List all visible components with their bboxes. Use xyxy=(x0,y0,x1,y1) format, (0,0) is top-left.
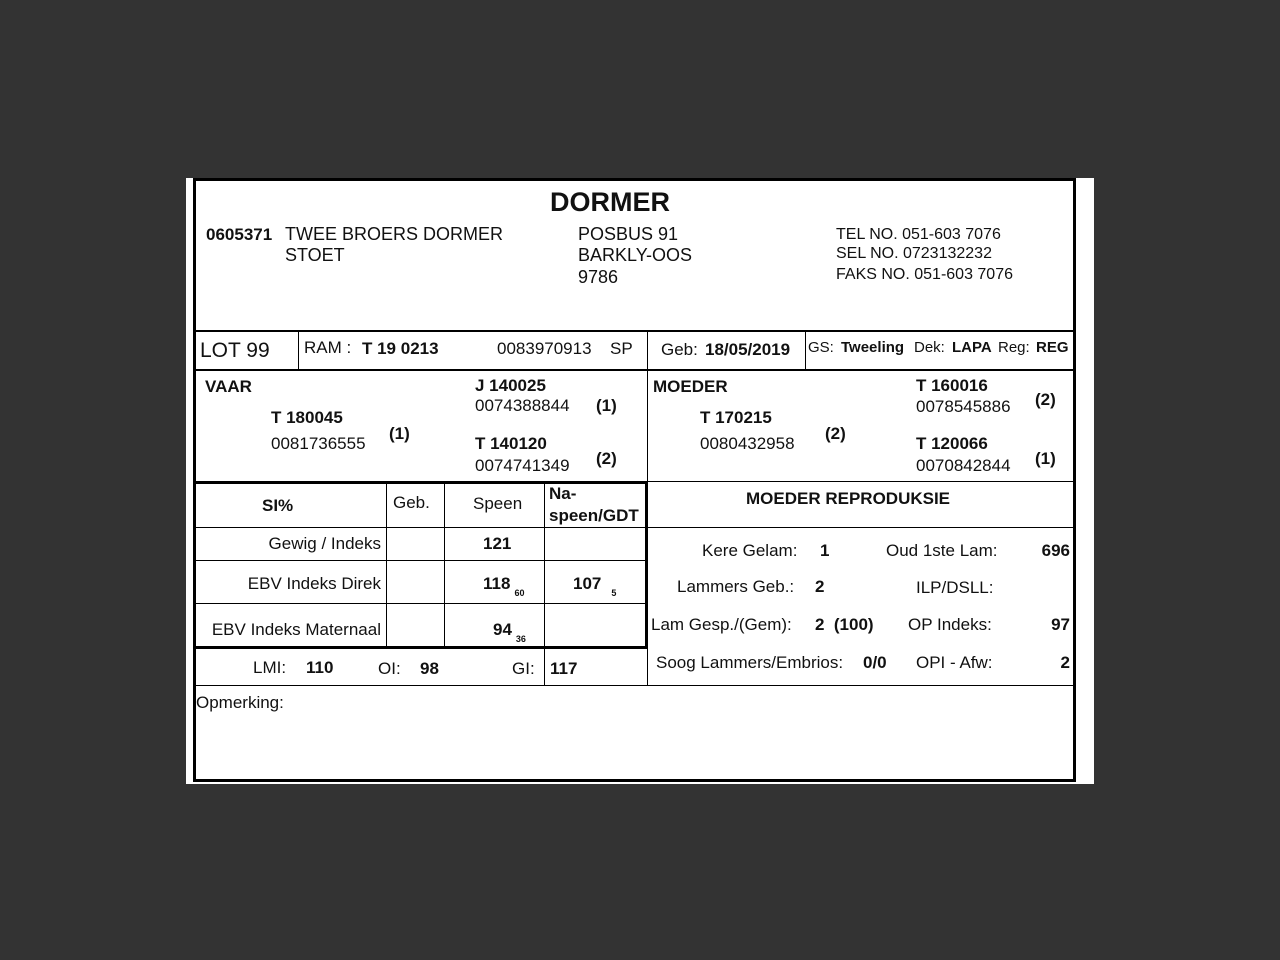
opi-label: OPI - Afw: xyxy=(916,653,993,672)
gs-label: GS: xyxy=(808,339,834,356)
op-label: OP Indeks: xyxy=(908,615,992,634)
reproduction-divider xyxy=(647,646,648,686)
sire-dam-number: 0074741349 xyxy=(475,456,570,475)
si-col-3 xyxy=(544,482,545,648)
si-row2-speen-value: 118 xyxy=(483,574,511,593)
si-row3-speen-sub: 36 xyxy=(515,634,526,644)
birth-label: Geb: xyxy=(661,340,698,359)
si-row2-na-sub: 5 xyxy=(611,588,617,598)
opi-value: 2 xyxy=(1060,653,1070,672)
gi-label: GI: xyxy=(512,659,535,678)
reg-value: REG xyxy=(1036,339,1069,356)
dam-heading: MOEDER xyxy=(653,377,728,396)
lot-number: LOT 99 xyxy=(200,339,270,362)
sire-sire-id: J 140025 xyxy=(475,376,546,395)
ram-id: T 19 0213 xyxy=(362,339,439,358)
address-line3: 9786 xyxy=(578,267,619,287)
si-col-1 xyxy=(386,482,387,648)
frame-bottom xyxy=(193,779,1076,782)
dam-grade: (2) xyxy=(825,424,846,443)
sire-grade: (1) xyxy=(389,424,410,443)
sire-sire-grade: (1) xyxy=(596,396,617,415)
ram-sp: SP xyxy=(610,339,633,358)
lmi-label: LMI: xyxy=(253,658,287,677)
lammers-value: 2 xyxy=(815,577,825,596)
si-row3-speen-value: 94 xyxy=(493,620,512,639)
lot-divider-3 xyxy=(805,330,806,370)
owner-line2: STOET xyxy=(285,245,345,265)
lammers-label: Lammers Geb.: xyxy=(677,577,795,596)
si-table-top xyxy=(195,481,647,484)
lot-divider-1 xyxy=(298,330,299,370)
ram-label: RAM : xyxy=(304,338,352,357)
gesp-label: Lam Gesp./(Gem): xyxy=(651,615,792,634)
oi-label: OI: xyxy=(378,659,401,678)
si-row2-na-value: 107 xyxy=(573,574,602,593)
dam-dam-id: T 120066 xyxy=(916,434,988,453)
sire-dam-grade: (2) xyxy=(596,449,617,468)
lot-row-top xyxy=(195,330,1075,332)
gs-value: Tweeling xyxy=(841,339,905,356)
si-header-geb: Geb. xyxy=(393,493,430,512)
sire-number: 0081736555 xyxy=(271,434,366,453)
kere-label: Kere Gelam: xyxy=(702,541,798,560)
sire-id: T 180045 xyxy=(271,408,343,427)
si-header-speen: Speen xyxy=(473,494,523,513)
dam-dam-grade: (1) xyxy=(1035,449,1056,468)
remark-label: Opmerking: xyxy=(196,693,284,712)
dek-value: LAPA xyxy=(952,339,992,356)
si-row1-speen: 121 xyxy=(483,534,512,553)
index-row-bottom xyxy=(195,685,1075,686)
si-header-na: Na- xyxy=(549,484,577,503)
si-row2-speen-sub: 60 xyxy=(514,588,525,598)
reproduction-title: MOEDER REPRODUKSIE xyxy=(746,489,951,508)
sire-heading: VAAR xyxy=(205,377,252,396)
si-col-2 xyxy=(444,482,445,648)
si-row3-label: EBV Indeks Maternaal xyxy=(211,620,381,639)
dam-dam-number: 0070842844 xyxy=(916,456,1011,475)
tel-number: TEL NO. 051-603 7076 xyxy=(836,226,1001,243)
si-row2-na xyxy=(573,574,616,603)
kere-value: 1 xyxy=(820,541,830,560)
soog-value: 0/0 xyxy=(863,653,887,672)
si-header-si: SI% xyxy=(262,496,294,515)
si-row1-label: Gewig / Indeks xyxy=(268,534,381,553)
lmi-value: 110 xyxy=(306,658,334,677)
frame-right xyxy=(1073,178,1076,782)
dam-number: 0080432958 xyxy=(700,434,795,453)
si-row1-bottom xyxy=(195,560,647,561)
si-table-bottom xyxy=(195,646,647,649)
pedigree-divider xyxy=(647,370,648,481)
si-table-right xyxy=(645,481,648,649)
dam-sire-number: 0078545886 xyxy=(916,397,1011,416)
si-row2-speen xyxy=(483,574,524,603)
birth-date: 18/05/2019 xyxy=(705,340,791,359)
index-col-1 xyxy=(544,648,545,686)
oud-label: Oud 1ste Lam: xyxy=(886,541,998,560)
si-header-bottom xyxy=(195,527,1075,528)
owner-line1: TWEE BROERS DORMER xyxy=(285,224,504,244)
address-line2: BARKLY-OOS xyxy=(578,245,693,265)
dek-label: Dek: xyxy=(914,339,945,356)
si-header-naspeen: speen/GDT xyxy=(549,506,639,525)
oi-value: 98 xyxy=(420,659,439,678)
oud-value: 696 xyxy=(1041,541,1070,560)
ram-reg-number: 0083970913 xyxy=(497,339,592,358)
lot-row-bottom xyxy=(195,369,1075,371)
gi-value: 117 xyxy=(550,659,578,678)
dam-sire-grade: (2) xyxy=(1035,390,1056,409)
si-row2-bottom xyxy=(195,603,647,604)
dam-id: T 170215 xyxy=(700,408,772,427)
si-row3-speen xyxy=(493,620,526,649)
frame-top xyxy=(193,178,1076,181)
soog-label: Soog Lammers/Embrios: xyxy=(656,653,844,672)
dam-sire-id: T 160016 xyxy=(916,376,988,395)
sire-sire-number: 0074388844 xyxy=(475,396,570,415)
fax-number: FAKS NO. 051-603 7076 xyxy=(836,266,1013,283)
op-value: 97 xyxy=(1051,615,1070,634)
gesp-value: 2 (100) xyxy=(815,615,874,634)
sel-number: SEL NO. 0723132232 xyxy=(836,245,992,262)
breed-title: DORMER xyxy=(550,187,670,217)
member-number: 0605371 xyxy=(206,225,273,244)
sire-dam-id: T 140120 xyxy=(475,434,547,453)
reg-label: Reg: xyxy=(998,339,1030,356)
si-row2-label: EBV Indeks Direk xyxy=(247,574,381,593)
frame-left xyxy=(193,178,196,782)
ilp-label: ILP/DSLL: xyxy=(916,578,994,597)
address-line1: POSBUS 91 xyxy=(578,224,679,244)
lot-card xyxy=(186,178,1094,784)
lot-divider-2 xyxy=(647,330,648,370)
